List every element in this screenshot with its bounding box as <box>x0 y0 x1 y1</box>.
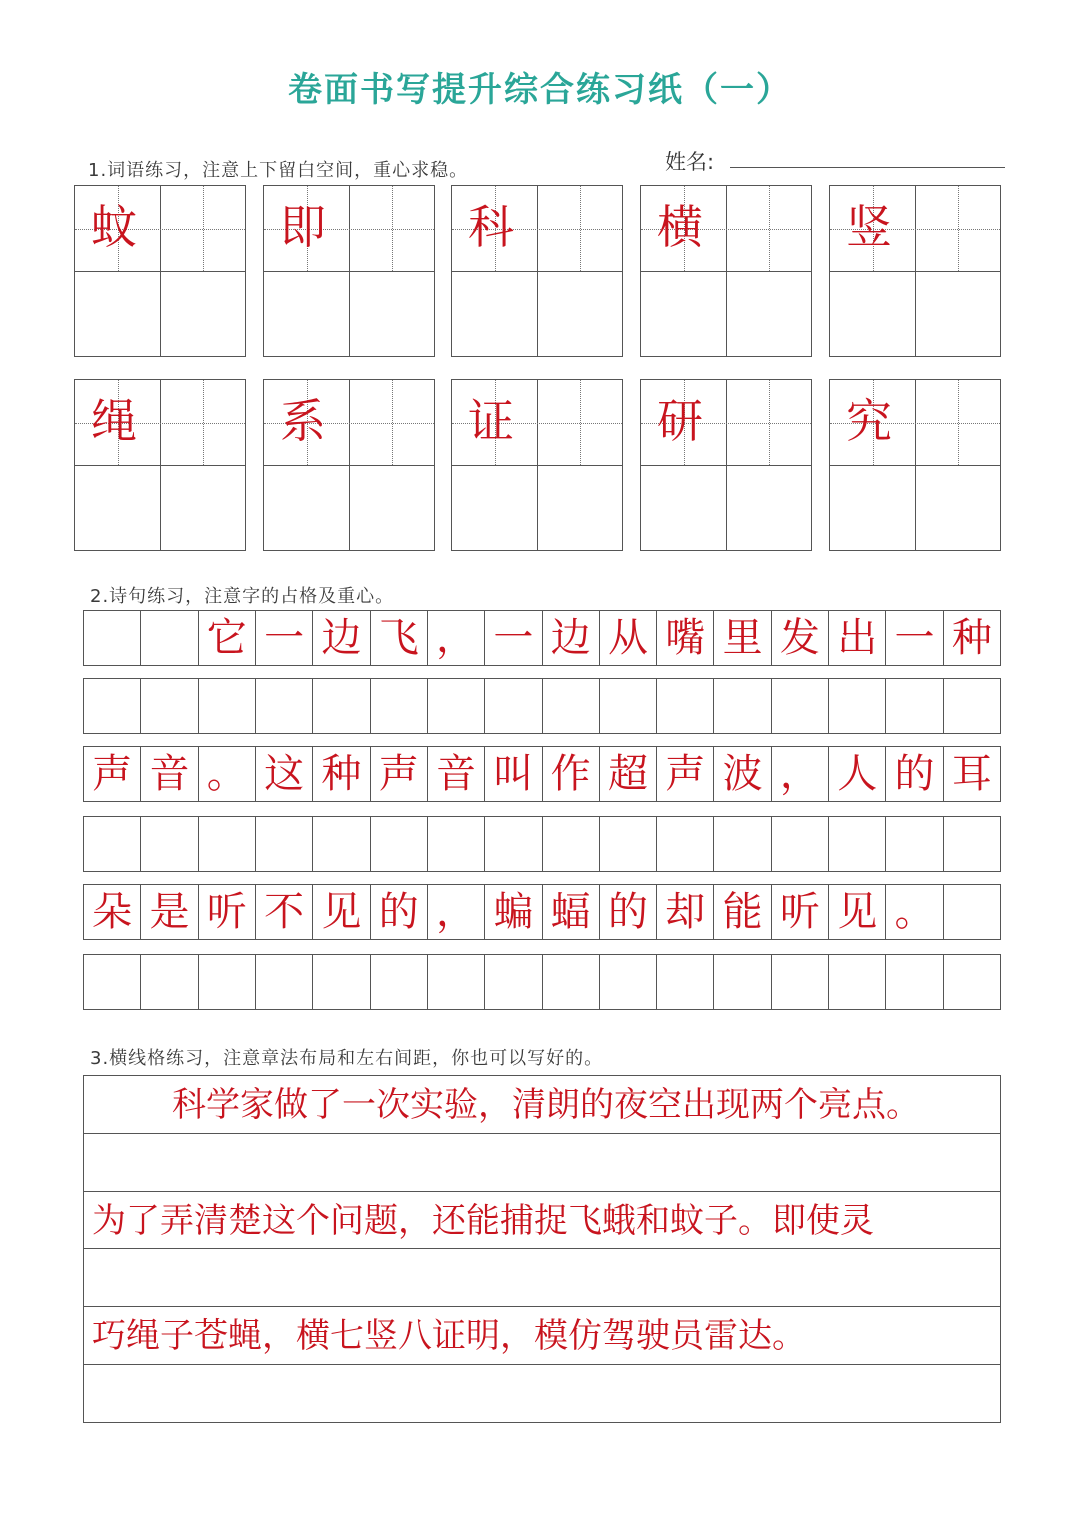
practice-cell[interactable] <box>256 955 313 1009</box>
practice-cell[interactable]: 听 <box>772 885 829 939</box>
practice-cell[interactable] <box>829 679 886 733</box>
rule-line <box>84 1248 1000 1249</box>
sample-character: 究 <box>846 394 892 448</box>
practice-cell[interactable]: 蝠 <box>543 885 600 939</box>
practice-cell[interactable] <box>428 817 485 871</box>
practice-cell[interactable]: 种 <box>313 747 370 801</box>
practice-cell[interactable] <box>714 955 771 1009</box>
practice-cell[interactable]: 见 <box>829 885 886 939</box>
section3-lined-box <box>83 1075 1001 1423</box>
practice-cell[interactable] <box>944 817 1000 871</box>
practice-cell[interactable]: 人 <box>829 747 886 801</box>
practice-cell[interactable]: 从 <box>600 611 657 665</box>
practice-cell[interactable]: 的 <box>886 747 943 801</box>
practice-cell[interactable] <box>485 955 542 1009</box>
practice-cell[interactable]: 。 <box>886 885 943 939</box>
practice-cell[interactable] <box>256 679 313 733</box>
practice-cell[interactable] <box>543 817 600 871</box>
practice-cell[interactable] <box>772 955 829 1009</box>
practice-cell[interactable]: ， <box>772 747 829 801</box>
practice-cell[interactable] <box>485 679 542 733</box>
practice-cell[interactable] <box>886 955 943 1009</box>
practice-cell[interactable]: 波 <box>714 747 771 801</box>
practice-cell[interactable]: 出 <box>829 611 886 665</box>
sample-character: 竖 <box>846 200 892 254</box>
practice-cell[interactable]: ， <box>428 885 485 939</box>
practice-cell[interactable]: 是 <box>141 885 198 939</box>
tianzi-grid-box[interactable] <box>640 185 812 357</box>
practice-cell[interactable] <box>84 955 141 1009</box>
practice-cell[interactable] <box>313 955 370 1009</box>
practice-cell[interactable]: 不 <box>256 885 313 939</box>
practice-cell[interactable]: 耳 <box>951 751 992 797</box>
section3-label: 3.横线格练习，注意章法布局和左右间距，你也可以写好的。 <box>90 1048 604 1069</box>
practice-cell[interactable] <box>84 817 141 871</box>
practice-cell[interactable]: 音 <box>141 747 198 801</box>
tianzi-grid-box[interactable] <box>829 185 1001 357</box>
tianzi-grid-box[interactable] <box>640 379 812 551</box>
practice-cell[interactable] <box>657 817 714 871</box>
practice-cell[interactable]: 超 <box>600 747 657 801</box>
practice-cell[interactable]: 声 <box>657 747 714 801</box>
practice-cell[interactable] <box>886 679 943 733</box>
practice-line: 为了弄清楚这个问题，还能捕捉飞蛾和蚊子。即使灵 <box>92 1201 874 1241</box>
practice-cell[interactable]: 它 <box>199 611 256 665</box>
practice-cell[interactable] <box>543 679 600 733</box>
practice-cell[interactable]: 里 <box>714 611 771 665</box>
practice-cell[interactable]: 飞 <box>371 611 428 665</box>
practice-cell[interactable] <box>829 955 886 1009</box>
practice-cell[interactable] <box>371 817 428 871</box>
tianzi-grid-box[interactable] <box>74 379 246 551</box>
practice-cell[interactable] <box>428 679 485 733</box>
practice-row <box>83 884 1001 940</box>
practice-line: 巧绳子苍蝇，横七竖八证明，模仿驾驶员雷达。 <box>92 1316 806 1356</box>
rule-line <box>84 1306 1000 1307</box>
practice-cell[interactable] <box>543 955 600 1009</box>
sample-character: 研 <box>657 394 703 448</box>
tianzi-grid-box[interactable] <box>829 379 1001 551</box>
practice-cell[interactable] <box>600 679 657 733</box>
name-underline <box>730 167 1005 168</box>
practice-cell[interactable] <box>256 817 313 871</box>
practice-row <box>83 816 1001 872</box>
name-field[interactable] <box>665 146 1005 176</box>
practice-cell[interactable]: 听 <box>199 885 256 939</box>
practice-cell[interactable] <box>199 817 256 871</box>
practice-cell[interactable] <box>199 679 256 733</box>
name-label: 姓名: <box>665 150 715 174</box>
practice-cell[interactable] <box>141 817 198 871</box>
practice-cell[interactable]: 边 <box>313 611 370 665</box>
practice-cell[interactable]: 声 <box>84 747 141 801</box>
sample-character: 科 <box>468 200 514 254</box>
practice-cell[interactable]: 音 <box>428 747 485 801</box>
practice-cell[interactable] <box>485 817 542 871</box>
practice-cell[interactable] <box>944 955 1000 1009</box>
page-title: 卷面书写提升综合练习纸（一） <box>288 70 792 110</box>
practice-cell[interactable] <box>141 679 198 733</box>
practice-cell[interactable] <box>772 817 829 871</box>
practice-cell[interactable] <box>313 817 370 871</box>
rule-line <box>84 1133 1000 1134</box>
practice-cell[interactable]: 边 <box>543 611 600 665</box>
practice-cell[interactable] <box>371 679 428 733</box>
practice-cell[interactable] <box>371 955 428 1009</box>
practice-line: 科学家做了一次实验，清朗的夜空出现两个亮点。 <box>172 1085 920 1125</box>
practice-cell[interactable]: 能 <box>714 885 771 939</box>
practice-cell[interactable]: 发 <box>772 611 829 665</box>
practice-cell[interactable]: 种 <box>951 615 992 661</box>
practice-cell[interactable]: 一 <box>256 611 313 665</box>
practice-cell[interactable]: 蝙 <box>485 885 542 939</box>
practice-cell[interactable]: 见 <box>313 885 370 939</box>
section2-label: 2.诗句练习，注意字的占格及重心。 <box>90 586 395 607</box>
practice-cell[interactable] <box>428 955 485 1009</box>
practice-cell[interactable] <box>714 679 771 733</box>
practice-cell[interactable] <box>829 817 886 871</box>
practice-cell[interactable]: 朵 <box>84 885 141 939</box>
practice-cell[interactable] <box>600 955 657 1009</box>
practice-cell[interactable] <box>600 817 657 871</box>
tianzi-grid-box[interactable] <box>263 379 435 551</box>
practice-row <box>83 678 1001 734</box>
practice-cell[interactable]: 。 <box>199 747 256 801</box>
sample-character: 蚊 <box>91 200 137 254</box>
practice-cell[interactable]: 一 <box>886 611 943 665</box>
practice-cell[interactable] <box>141 611 198 665</box>
practice-cell[interactable] <box>84 679 141 733</box>
practice-cell[interactable]: 一 <box>485 611 542 665</box>
practice-cell[interactable] <box>141 955 198 1009</box>
practice-cell[interactable] <box>944 679 1000 733</box>
sample-character: 绳 <box>91 394 137 448</box>
practice-cell[interactable]: 的 <box>600 885 657 939</box>
sample-character: 即 <box>280 200 326 254</box>
tianzi-grid-box[interactable] <box>263 185 435 357</box>
practice-cell[interactable] <box>772 679 829 733</box>
practice-cell[interactable] <box>84 611 141 665</box>
rule-line <box>84 1364 1000 1365</box>
practice-cell[interactable] <box>714 817 771 871</box>
practice-cell[interactable]: 嘴 <box>657 611 714 665</box>
practice-row <box>83 746 1001 802</box>
practice-cell[interactable]: 这 <box>256 747 313 801</box>
practice-cell[interactable]: 却 <box>657 885 714 939</box>
practice-cell[interactable]: 叫 <box>485 747 542 801</box>
practice-cell[interactable] <box>657 955 714 1009</box>
sample-character: 横 <box>657 200 703 254</box>
tianzi-grid-box[interactable] <box>451 185 623 357</box>
practice-cell[interactable]: ， <box>428 611 485 665</box>
practice-cell[interactable] <box>944 885 1000 939</box>
practice-cell[interactable] <box>657 679 714 733</box>
practice-cell[interactable]: 声 <box>371 747 428 801</box>
practice-cell[interactable] <box>199 955 256 1009</box>
sample-character: 证 <box>468 394 514 448</box>
practice-cell[interactable]: 的 <box>371 885 428 939</box>
section1-label: 1.词语练习，注意上下留白空间，重心求稳。 <box>88 160 469 181</box>
practice-row <box>83 610 1001 666</box>
practice-row <box>83 954 1001 1010</box>
sample-character: 系 <box>280 394 326 448</box>
rule-line <box>84 1191 1000 1192</box>
tianzi-grid-box[interactable] <box>451 379 623 551</box>
practice-cell[interactable]: 作 <box>543 747 600 801</box>
tianzi-grid-box[interactable] <box>74 185 246 357</box>
practice-cell[interactable] <box>313 679 370 733</box>
practice-cell[interactable] <box>886 817 943 871</box>
